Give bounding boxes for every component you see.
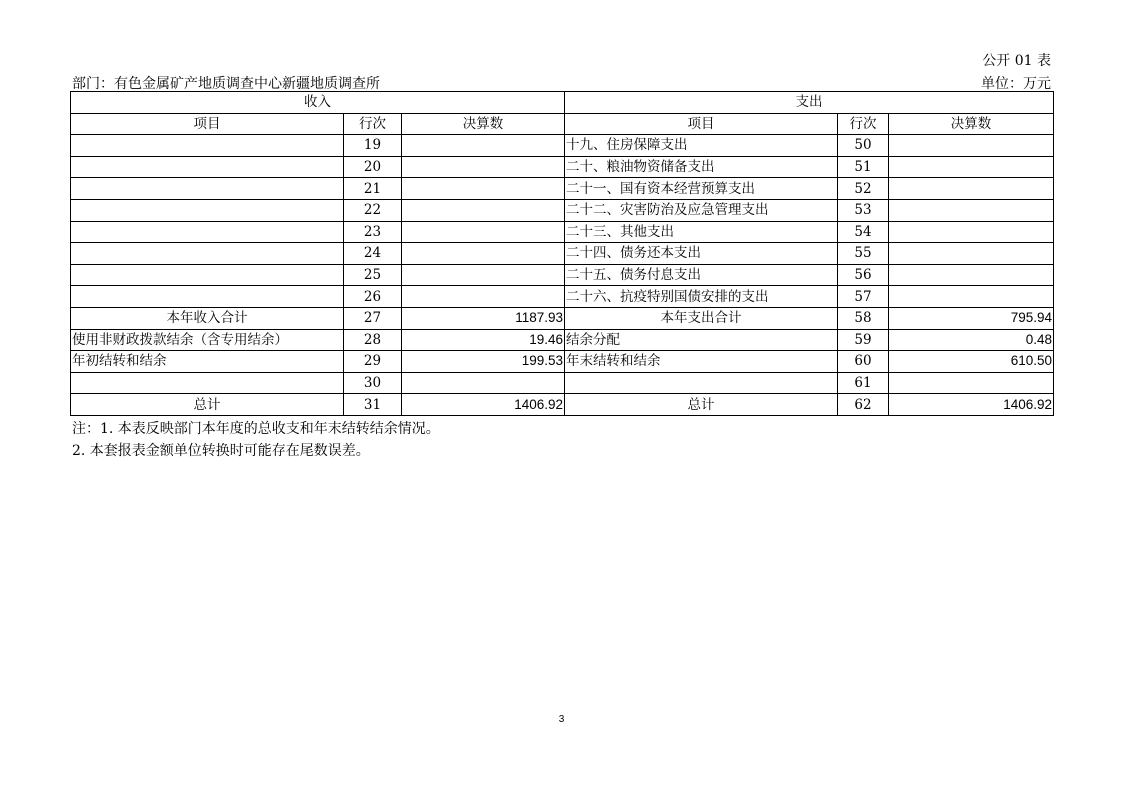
income-header: 收入 <box>71 92 565 114</box>
expense-item-cell: 二十二、灾害防治及应急管理支出 <box>565 199 838 221</box>
income-amount-cell <box>402 372 565 394</box>
expense-line-cell: 61 <box>838 372 889 394</box>
income-line-header: 行次 <box>344 113 402 135</box>
expense-amount-cell <box>889 264 1054 286</box>
income-line-cell: 30 <box>344 372 402 394</box>
income-item-cell: 本年收入合计 <box>71 307 344 329</box>
note-1: 注：1. 本表反映部门本年度的总收支和年末结转结余情况。 <box>72 421 440 437</box>
expense-amount-cell: 795.94 <box>889 307 1054 329</box>
income-line-cell: 28 <box>344 329 402 351</box>
table-row <box>71 156 1054 178</box>
income-item-cell <box>71 286 344 308</box>
income-item-cell <box>71 199 344 221</box>
income-line-cell: 22 <box>344 199 402 221</box>
expense-line-header: 行次 <box>838 113 889 135</box>
expense-amount-cell: 0.48 <box>889 329 1054 351</box>
table-row <box>71 199 1054 221</box>
expense-item-cell: 二十五、债务付息支出 <box>565 264 838 286</box>
income-amount-cell <box>402 156 565 178</box>
expense-amount-cell <box>889 199 1054 221</box>
table-row <box>71 329 1054 351</box>
expense-line-cell: 62 <box>838 394 889 416</box>
notes <box>72 418 440 462</box>
income-amount-cell: 1406.92 <box>402 394 565 416</box>
income-line-cell: 27 <box>344 307 402 329</box>
expense-line-cell: 59 <box>838 329 889 351</box>
expense-item-cell: 本年支出合计 <box>565 307 838 329</box>
income-item-cell <box>71 221 344 243</box>
expense-line-cell: 55 <box>838 243 889 265</box>
expense-item-header: 项目 <box>565 113 838 135</box>
table-row <box>71 307 1054 329</box>
income-amount-cell <box>402 178 565 200</box>
income-amount-cell: 19.46 <box>402 329 565 351</box>
expense-amount-cell <box>889 178 1054 200</box>
income-item-cell <box>71 243 344 265</box>
expense-header: 支出 <box>565 92 1054 114</box>
income-item-cell: 使用非财政拨款结余（含专用结余） <box>71 329 344 351</box>
table-row <box>71 394 1054 416</box>
section-header-row <box>71 92 1054 114</box>
expense-amount-cell <box>889 221 1054 243</box>
table-row <box>71 221 1054 243</box>
department-label: 部门：有色金属矿产地质调查中心新疆地质调查所 <box>72 76 380 92</box>
unit-label: 单位：万元 <box>981 76 1051 92</box>
income-line-cell: 21 <box>344 178 402 200</box>
income-amount-cell <box>402 135 565 157</box>
income-amount-cell <box>402 221 565 243</box>
form-code: 公开 01 表 <box>982 53 1051 69</box>
expense-item-cell: 十九、住房保障支出 <box>565 135 838 157</box>
table-row <box>71 178 1054 200</box>
income-item-cell <box>71 135 344 157</box>
page-number: 3 <box>558 714 565 725</box>
expense-line-cell: 58 <box>838 307 889 329</box>
income-line-cell: 26 <box>344 286 402 308</box>
expense-item-cell: 年末结转和结余 <box>565 351 838 373</box>
income-line-cell: 25 <box>344 264 402 286</box>
expense-item-cell: 二十六、抗疫特别国债安排的支出 <box>565 286 838 308</box>
table-body <box>71 135 1054 416</box>
income-amount-cell <box>402 199 565 221</box>
table-row <box>71 351 1054 373</box>
expense-amount-cell: 610.50 <box>889 351 1054 373</box>
expense-amount-cell <box>889 372 1054 394</box>
income-expense-table <box>70 91 1054 416</box>
expense-line-cell: 54 <box>838 221 889 243</box>
expense-line-cell: 52 <box>838 178 889 200</box>
income-amount-cell <box>402 264 565 286</box>
expense-line-cell: 53 <box>838 199 889 221</box>
income-item-cell <box>71 372 344 394</box>
expense-line-cell: 56 <box>838 264 889 286</box>
income-item-cell: 总计 <box>71 394 344 416</box>
expense-amount-header: 决算数 <box>889 113 1054 135</box>
expense-amount-cell <box>889 286 1054 308</box>
table-row <box>71 243 1054 265</box>
income-amount-cell: 199.53 <box>402 351 565 373</box>
table-row <box>71 135 1054 157</box>
table-row <box>71 264 1054 286</box>
income-item-cell <box>71 264 344 286</box>
income-item-header: 项目 <box>71 113 344 135</box>
note-2: 2. 本套报表金额单位转换时可能存在尾数误差。 <box>72 443 370 459</box>
income-line-cell: 19 <box>344 135 402 157</box>
expense-item-cell: 二十、粮油物资储备支出 <box>565 156 838 178</box>
income-item-cell <box>71 178 344 200</box>
income-line-cell: 23 <box>344 221 402 243</box>
income-line-cell: 20 <box>344 156 402 178</box>
expense-amount-cell <box>889 243 1054 265</box>
expense-item-cell: 二十四、债务还本支出 <box>565 243 838 265</box>
table-row <box>71 372 1054 394</box>
expense-item-cell: 二十三、其他支出 <box>565 221 838 243</box>
expense-line-cell: 51 <box>838 156 889 178</box>
expense-item-cell: 二十一、国有资本经营预算支出 <box>565 178 838 200</box>
income-line-cell: 29 <box>344 351 402 373</box>
expense-line-cell: 60 <box>838 351 889 373</box>
column-header-row <box>71 113 1054 135</box>
income-amount-cell <box>402 286 565 308</box>
expense-amount-cell <box>889 156 1054 178</box>
expense-item-cell: 结余分配 <box>565 329 838 351</box>
income-line-cell: 24 <box>344 243 402 265</box>
income-item-cell: 年初结转和结余 <box>71 351 344 373</box>
income-line-cell: 31 <box>344 394 402 416</box>
expense-item-cell: 总计 <box>565 394 838 416</box>
income-item-cell <box>71 156 344 178</box>
income-amount-cell: 1187.93 <box>402 307 565 329</box>
expense-line-cell: 57 <box>838 286 889 308</box>
table-row <box>71 286 1054 308</box>
expense-line-cell: 50 <box>838 135 889 157</box>
expense-item-cell <box>565 372 838 394</box>
income-amount-header: 决算数 <box>402 113 565 135</box>
income-amount-cell <box>402 243 565 265</box>
expense-amount-cell: 1406.92 <box>889 394 1054 416</box>
expense-amount-cell <box>889 135 1054 157</box>
